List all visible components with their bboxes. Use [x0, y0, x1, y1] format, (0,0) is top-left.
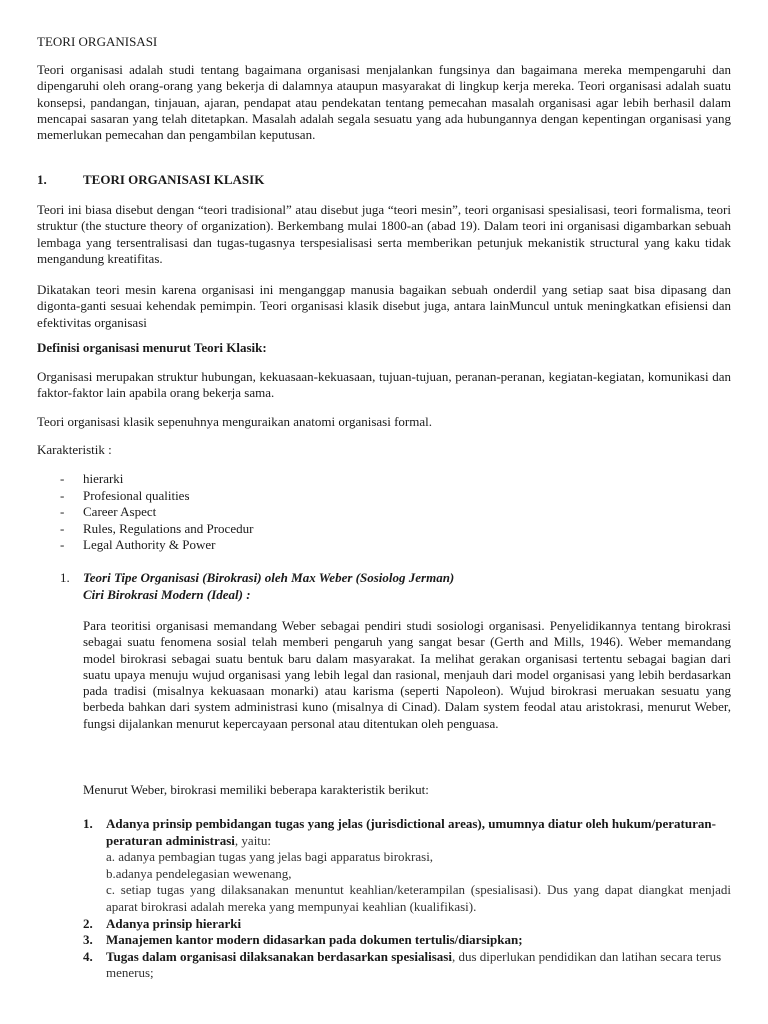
section-number: 1.: [37, 172, 47, 187]
list-item-text: Legal Authority & Power: [83, 537, 216, 553]
list-item: [60, 521, 660, 538]
weber-subtitle: Ciri Birokrasi Modern (Ideal) :: [83, 586, 251, 602]
bullet: -: [60, 520, 65, 536]
section-title: TEORI ORGANISASI KLASIK: [83, 172, 265, 187]
weber-list-intro: Menurut Weber, birokrasi memiliki beberapa karakteristik berikut:: [83, 782, 429, 797]
item-number: 4.: [83, 948, 93, 964]
sub-item: c. setiap tugas yang dilaksanakan menuntut keahlian/keterampilan (spesialisasi). Dus yang dapat diangkat menjadi aparat birokrasi adalah mereka yang mempunyai keahlian (kualifikasi).: [106, 882, 731, 914]
classic-paragraph-2: Dikatakan teori mesin karena organisasi ini menganggap manusia bagaikan sebuah onderdil yang setiap saat bisa dipasang dan digonta-ganti sesuai kehendak pemimpin. Teori organisasi klasik disebut juga, antara lainMuncul untuk meningkatkan efisiensi dan efektivitas organisasi: [37, 282, 731, 330]
item-bold-text: Adanya prinsip pembidangan tugas yang jelas (jurisdictional areas), umumnya diatur oleh hukum/peraturan-peraturan administrasi: [106, 816, 716, 848]
bullet: -: [60, 504, 65, 520]
list-item: [60, 504, 660, 521]
sub-item: b.adanya pendelegasian wewenang,: [106, 865, 292, 881]
list-item: [83, 932, 731, 949]
item-bold-text: Adanya prinsip hierarki: [106, 915, 242, 931]
document-title: TEORI ORGANISASI: [37, 34, 158, 49]
list-item: [60, 488, 660, 505]
item-number: 3.: [83, 932, 93, 948]
weber-paragraph: Para teoritisi organisasi memandang Weber sebagai pendiri studi sosiologi organisasi. Penyelidikannya tentang birokrasi sebagai suatu fenomena sosial telah memberi pengaruh yang sangat besar (Gerth and Mills, 1946). Weber memandang model birokrasi sebagai suatu bentuk baru dalam masyarakat. Ia melihat gerakan organisasi tertentu sebagai bagian dari suatu upaya menuju wujud organisasi yang lebih legal dan rasional, menjauh dari model organisasi yang lebih berdasarkan pada tradisi (misalnya kekuasaan monarki) atau karisma (seperti Napoleon). Wujud birokrasi meruakan sesuatu yang berbeda bahkan dari system administrasi kuno (misalnya di Cinad). Dalam system feodal atau aristokrasi, menurut Weber, fungsi dijalankan menurut kepercayaan personal atau ditentukan oleh penguasa.: [83, 618, 731, 731]
definition-heading: Definisi organisasi menurut Teori Klasik:: [37, 340, 267, 355]
list-item-text: Rules, Regulations and Procedur: [83, 520, 254, 536]
sub-item: a. adanya pembagian tugas yang jelas bagi apparatus birokrasi,: [106, 849, 434, 865]
classic-paragraph-1: Teori ini biasa disebut dengan “teori tradisional” atau disebut juga “teori mesin”, teori organisasi spesialisasi, teori formalisma, teori struktur (the stucture theory of organization). Berkembang mulai 1800-an (abad 19). Dalam teori ini organisasi digambarkan sebuah lembaga yang tersentralisasi dan tugas-tugasnya terspesialisasi serta memberikan petunjuk mekanistik structural yang kaku tidak mengandung kreatifitas.: [37, 202, 731, 266]
characteristics-list: [60, 471, 660, 554]
list-item-text: hierarki: [83, 471, 124, 486]
weber-title: Teori Tipe Organisasi (Birokrasi) oleh Max Weber (Sosiolog Jerman): [83, 570, 455, 585]
weber-heading: [60, 570, 731, 603]
section-heading: [37, 172, 731, 188]
item-bold-text: Tugas dalam organisasi dilaksanakan berdasarkan spesialisasi: [106, 948, 452, 964]
list-item-text: Profesional qualities: [83, 487, 190, 503]
list-item: [83, 816, 731, 916]
bullet: -: [60, 487, 65, 503]
list-item: [60, 537, 660, 554]
definition-paragraph: Organisasi merupakan struktur hubungan, kekuasaan-kekuasaan, tujuan-tujuan, peranan-peranan, kegiatan-kegiatan, komunikasi dan faktor-faktor lain apabila orang bekerja sama.: [37, 369, 731, 401]
list-item: [83, 916, 731, 933]
anatomy-paragraph: Teori organisasi klasik sepenuhnya menguraikan anatomi organisasi formal.: [37, 414, 433, 429]
item-text: , yaitu:: [234, 832, 272, 848]
characteristics-label: Karakteristik :: [37, 442, 112, 457]
item-number: 2.: [83, 915, 93, 931]
intro-paragraph: Teori organisasi adalah studi tentang bagaimana organisasi menjalankan fungsinya dan bagaimana mereka mempengaruhi dan dipengaruhi oleh orang-orang yang bekerja di dalamnya ataupun masyarakat di lingkup kerja mereka. Teori organisasi adalah suatu konsepsi, pandangan, tinjauan, ajaran, pendapat atau pendekatan tentang pemecahan masalah organisasi agar lebih berhasil dalam mencapai sasaran yang telah ditetapkan. Masalah adalah segala sesuatu yang ada hubungannya dengan kepentingan organisasi yang memerlukan pemecahan dan pengambilan keputusan.: [37, 62, 731, 143]
item-text: , dus diperlukan pendidikan dan latihan secara terus menerus;: [106, 948, 722, 981]
list-item-text: Career Aspect: [83, 504, 157, 520]
list-item: [83, 949, 731, 982]
bullet: -: [60, 537, 65, 553]
bullet: -: [60, 471, 65, 486]
weber-number: 1.: [60, 570, 70, 585]
weber-title-row: [60, 570, 731, 603]
list-item: [60, 471, 660, 488]
item-bold-text: Manajemen kantor modern didasarkan pada dokumen tertulis/diarsipkan;: [106, 932, 523, 948]
weber-characteristics-list: [83, 816, 731, 982]
item-number: 1.: [83, 816, 93, 831]
